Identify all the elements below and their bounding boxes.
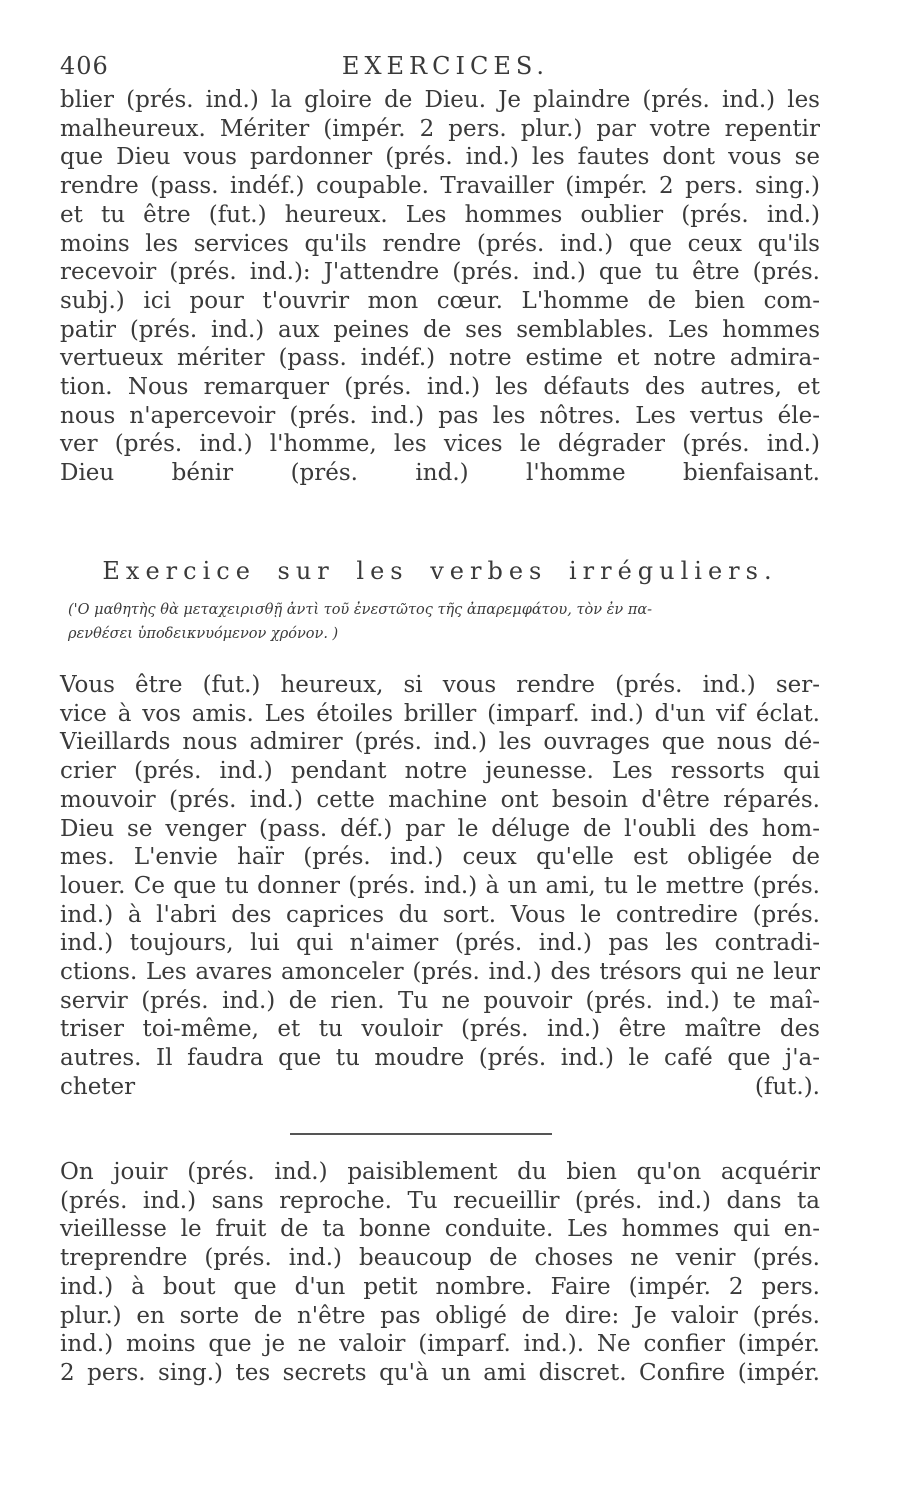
section-heading: Exercice sur les verbes irréguliers.: [102, 557, 778, 585]
text-line: ind.) à bout que d'un petit nombre. Faire (impér. 2 pers.: [60, 1273, 820, 1300]
text-line: treprendre (prés. ind.) beaucoup de choses ne venir (prés.: [60, 1245, 820, 1272]
text-line: servir (prés. ind.) de rien. Tu ne pouvoir (prés. ind.) te maî-: [60, 987, 820, 1014]
text-line: 2 pers. sing.) tes secrets qu'à un ami discret. Confire (impér.: [60, 1359, 820, 1386]
text-line: Dieu bénir (prés. ind.) l'homme bienfaisant.: [60, 460, 820, 487]
text-line: autres. Il faudra que tu moudre (prés. ind.) le café que j'a-: [60, 1045, 820, 1072]
section-divider: [290, 1133, 552, 1135]
text-line: plur.) en sorte de n'être pas obligé de dire: Je valoir (prés.: [60, 1302, 820, 1329]
note-line: ('Ο μαθητὴς θὰ μεταχειρισθῇ ἀντὶ τοῦ ἐνεστῶτος τῆς ἀπαρεμφάτου, τὸν ἐν πα-: [68, 602, 653, 618]
exercise-paragraph: [60, 1158, 820, 1388]
note-line: ρενθέσει ὑποδεικνυόμενον χρόνον. ): [68, 626, 339, 642]
text-line: Dieu se venger (pass. déf.) par le déluge de l'oubli des hom-: [60, 815, 820, 842]
running-title: EXERCICES.: [341, 52, 550, 80]
text-line: recevoir (prés. ind.): J'attendre (prés. ind.) que tu être (prés.: [60, 259, 820, 286]
text-line: rendre (pass. indéf.) coupable. Travailler (impér. 2 pers. sing.): [60, 173, 820, 200]
text-line: malheureux. Mériter (impér. 2 pers. plur.) par votre repentir: [60, 115, 820, 142]
exercise-paragraph: [60, 671, 820, 1102]
text-line: (prés. ind.) sans reproche. Tu recueillir (prés. ind.) dans ta: [60, 1187, 820, 1214]
text-line: moins les services qu'ils rendre (prés. ind.) que ceux qu'ils: [60, 230, 820, 257]
running-head: [56, 52, 835, 84]
text-line: ind.) à l'abri des caprices du sort. Vous le contredire (prés.: [60, 901, 820, 928]
text-line: vice à vos amis. Les étoiles briller (imparf. ind.) d'un vif éclat.: [60, 700, 820, 727]
text-line: subj.) ici pour t'ouvrir mon cœur. L'homme de bien com-: [60, 287, 820, 314]
text-line: et tu être (fut.) heureux. Les hommes oublier (prés. ind.): [60, 201, 820, 228]
text-line: On jouir (prés. ind.) paisiblement du bien qu'on acquérir: [60, 1159, 820, 1185]
text-line: blier (prés. ind.) la gloire de Dieu. Je plaindre (prés. ind.) les: [60, 87, 820, 113]
greek-instruction-note: [68, 598, 816, 646]
text-line: mes. L'envie haïr (prés. ind.) ceux qu'elle est obligée de: [60, 844, 820, 871]
text-line: ind.) toujours, lui qui n'aimer (prés. ind.) pas les contradi-: [60, 930, 820, 957]
text-line: tion. Nous remarquer (prés. ind.) les défauts des autres, et: [60, 374, 820, 401]
text-line: ind.) moins que je ne valoir (imparf. ind.). Ne confier (impér.: [60, 1331, 820, 1358]
text-line: vertueux mériter (pass. indéf.) notre estime et notre admira-: [60, 345, 820, 372]
text-line: louer. Ce que tu donner (prés. ind.) à un ami, tu le mettre (prés.: [60, 872, 820, 899]
text-line: que Dieu vous pardonner (prés. ind.) les fautes dont vous se: [60, 144, 820, 171]
text-line: triser toi-même, et tu vouloir (prés. ind.) être maître des: [60, 1016, 820, 1043]
text-line: mouvoir (prés. ind.) cette machine ont besoin d'être réparés.: [60, 786, 820, 813]
text-line: vieillesse le fruit de ta bonne conduite. Les hommes qui en-: [60, 1216, 820, 1243]
text-line: patir (prés. ind.) aux peines de ses semblables. Les hommes: [60, 316, 820, 343]
text-line: nous n'apercevoir (prés. ind.) pas les nôtres. Les vertus éle-: [60, 402, 820, 429]
text-line: Vieillards nous admirer (prés. ind.) les ouvrages que nous dé-: [60, 729, 820, 756]
text-line: ver (prés. ind.) l'homme, les vices le dégrader (prés. ind.): [60, 431, 820, 458]
paragraph-continued: [60, 86, 820, 488]
text-line: crier (prés. ind.) pendant notre jeunesse. Les ressorts qui: [60, 758, 820, 785]
text-line: ctions. Les avares amonceler (prés. ind.) des trésors qui ne leur: [60, 959, 820, 986]
text-line: Vous être (fut.) heureux, si vous rendre (prés. ind.) ser-: [60, 672, 820, 698]
text-line: cheter (fut.).: [60, 1073, 820, 1100]
page-number: 406: [60, 52, 109, 80]
